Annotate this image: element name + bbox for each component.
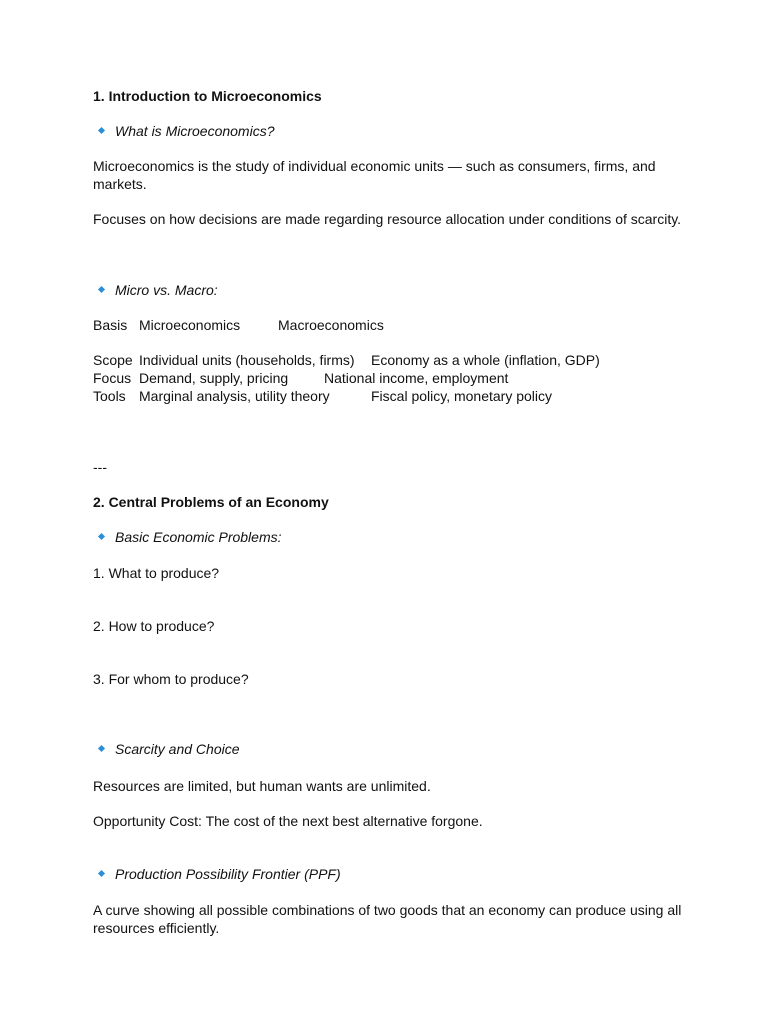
- bullet-item: [99, 528, 282, 546]
- diamond-bullet-icon: [98, 127, 105, 134]
- list-item: 3. For whom to produce?: [93, 671, 249, 687]
- table-cell: Focus: [93, 370, 132, 386]
- paragraph: Microeconomics is the study of individual economic units — such as consumers, firms, and markets.: [93, 158, 656, 192]
- table-cell: Marginal analysis, utility theory: [139, 388, 330, 404]
- table-cell: Economy as a whole (inflation, GDP): [371, 352, 600, 368]
- table-cell: National income, employment: [324, 370, 509, 386]
- list-item: 1. What to produce?: [93, 565, 220, 581]
- paragraph: A curve showing all possible combinations of two goods that an economy can produce using all resources efficiently.: [93, 902, 682, 936]
- table-cell: Fiscal policy, monetary policy: [371, 388, 553, 404]
- list-item: 2. How to produce?: [93, 618, 215, 634]
- bullet-label: Production Possibility Frontier (PPF): [115, 866, 341, 882]
- table-cell: Tools: [93, 388, 126, 404]
- section-heading: 2. Central Problems of an Economy: [93, 494, 329, 510]
- table-cell: Scope: [93, 352, 133, 368]
- paragraph: Resources are limited, but human wants are unlimited.: [93, 778, 431, 794]
- bullet-label: Micro vs. Macro:: [115, 282, 218, 298]
- separator: ---: [93, 459, 107, 475]
- diamond-bullet-icon: [98, 533, 105, 540]
- table-header-cell: Macroeconomics: [278, 317, 384, 333]
- bullet-item: [99, 122, 275, 140]
- table-cell: Individual units (households, firms): [139, 352, 355, 368]
- table-header-cell: Microeconomics: [139, 317, 241, 333]
- diamond-bullet-icon: [98, 745, 105, 752]
- section-heading: 1. Introduction to Microeconomics: [93, 88, 322, 104]
- bullet-label: Scarcity and Choice: [115, 741, 240, 757]
- paragraph: Focuses on how decisions are made regarding resource allocation under conditions of scarcity.: [93, 211, 682, 227]
- paragraph: Opportunity Cost: The cost of the next best alternative forgone.: [93, 813, 483, 829]
- bullet-label: Basic Economic Problems:: [115, 529, 282, 545]
- bullet-item: [99, 865, 341, 883]
- diamond-bullet-icon: [98, 870, 105, 877]
- diamond-bullet-icon: [98, 286, 105, 293]
- bullet-item: [99, 281, 218, 299]
- table-cell: Demand, supply, pricing: [139, 370, 289, 386]
- bullet-label: What is Microeconomics?: [115, 123, 275, 139]
- table-header-cell: Basis: [93, 317, 128, 333]
- bullet-item: [99, 740, 240, 758]
